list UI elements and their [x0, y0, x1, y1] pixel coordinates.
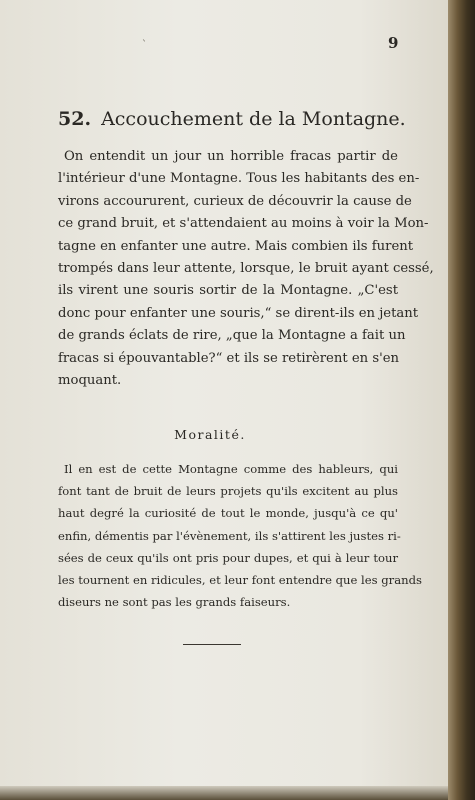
moral-line: haut degré la curiosité de tout le monde, jusqu'à ce qu' — [58, 506, 398, 521]
body-line: tagne en enfanter une autre. Mais combien ils furent — [58, 238, 414, 254]
moral-line: font tant de bruit de leurs projets qu'ils excitent au plus — [58, 484, 398, 499]
moral-body — [58, 458, 422, 613]
fable-title — [58, 108, 406, 130]
printer-mark: ˋ — [142, 40, 147, 51]
end-rule — [183, 644, 241, 645]
body-line: virons accoururent, curieux de découvrir la cause de — [58, 193, 412, 209]
moral-line: enfin, démentis par l'évènement, ils s'attirent les justes ri- — [58, 528, 401, 543]
body-line: On entendit un jour un horrible fracas partir de — [64, 149, 398, 164]
bottom-shadow — [0, 786, 448, 800]
body-line: trompés dans leur attente, lorsque, le bruit ayant cessé, — [58, 261, 434, 277]
moral-heading: Moralité. — [174, 427, 246, 442]
page-number: 9 — [388, 34, 399, 52]
moral-line: Il en est de cette Montagne comme des hableurs, qui — [64, 462, 398, 476]
fable-title-text: Accouchement de la Montagne. — [101, 108, 406, 130]
page-edge — [448, 0, 475, 800]
body-line: ils virent une souris sortir de la Montagne. „C'est — [58, 283, 398, 299]
body-line: l'intérieur d'une Montagne. Tous les habitants des en- — [58, 171, 420, 187]
body-line: donc pour enfanter une souris,“ se dirent-ils en jetant — [58, 305, 419, 321]
body-line: de grands éclats de rire, „que la Montagne a fait un — [58, 328, 406, 344]
body-line: fracas si épouvantable?“ et ils se retirèrent en s'en — [58, 350, 400, 366]
body-line: moquant. — [58, 373, 122, 389]
fable-number: 52. — [58, 108, 92, 130]
body-line: ce grand bruit, et s'attendaient au moins à voir la Mon- — [58, 216, 429, 232]
moral-line: diseurs ne sont pas les grands faiseurs. — [58, 595, 291, 610]
moral-line: sées de ceux qu'ils ont pris pour dupes, et qui à leur tour — [58, 550, 398, 565]
fable-body — [58, 146, 434, 392]
moral-line: les tournent en ridicules, et leur font entendre que les grands — [58, 573, 422, 588]
